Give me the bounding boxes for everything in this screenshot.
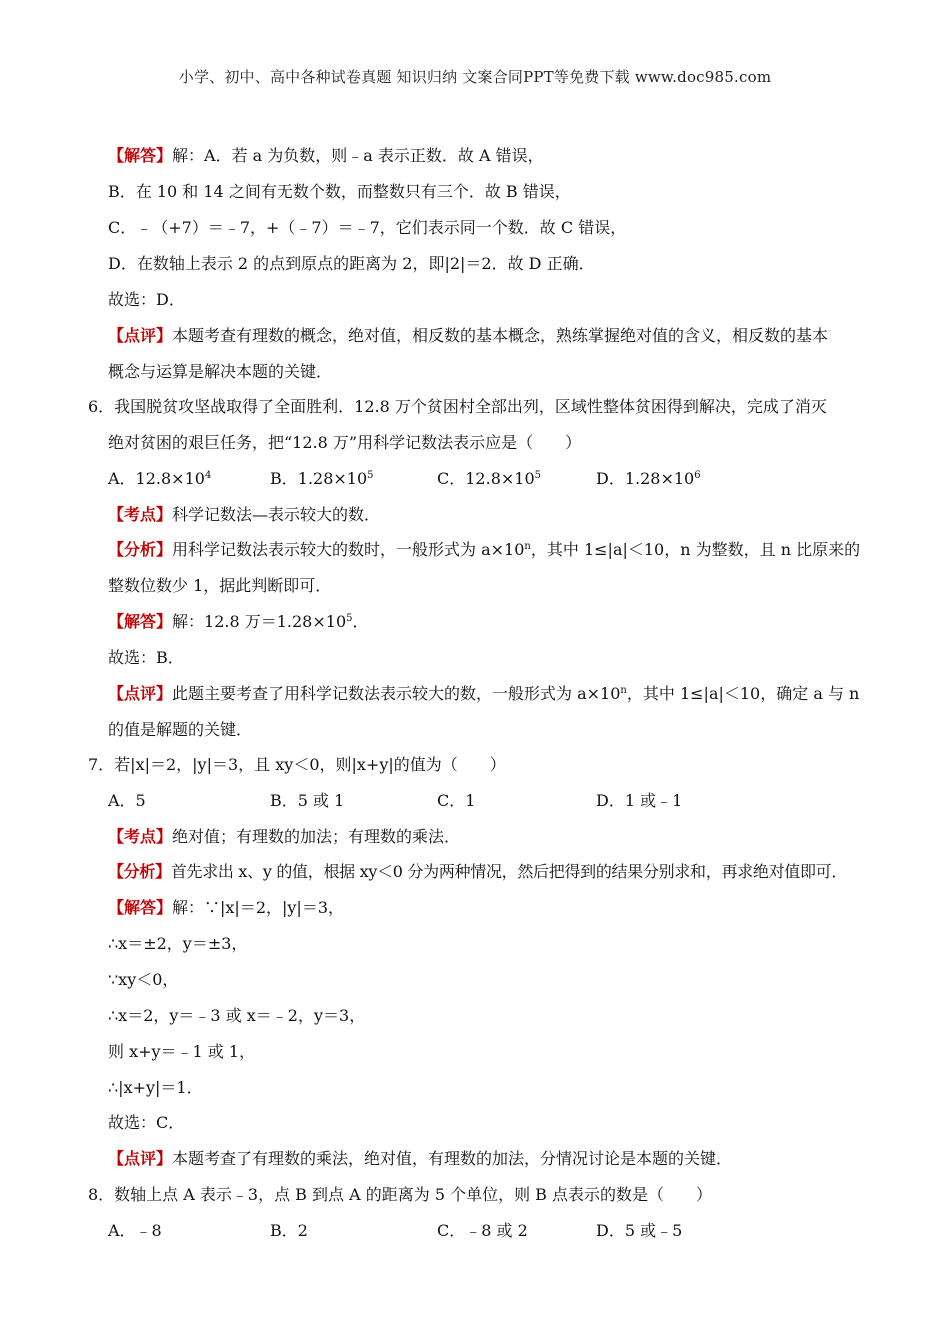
review-tag: 【点评】: [108, 1149, 173, 1168]
q8-option-c: C．﹣8 或 2: [437, 1221, 528, 1240]
q6-analysis: 【分析】用科学记数法表示较大的数时，一般形式为 $a\times 10^n$，其中 1≤|a|＜10，n 为整数，且 n 比原来的: [108, 540, 861, 559]
q6-option-c: C．$12.8\times 10^5$: [437, 469, 542, 488]
q7-choice: 故选：C．: [108, 1113, 185, 1132]
q7-review: 【点评】本题考查了有理数的乘法，绝对值，有理数的加法，分情况讨论是本题的关键．: [108, 1149, 733, 1168]
q7-options: [108, 789, 870, 813]
q7-answer-step-2: ∴x＝±2，y＝±3，: [108, 934, 248, 953]
q6-review-cont: 的值是解题的关键．: [108, 720, 253, 739]
q6-option-d: D．$1.28\times 10^6$: [596, 469, 701, 488]
answer-tag: 【解答】: [108, 898, 173, 917]
q5-answer-d: D．在数轴上表示 2 的点到原点的距离为 2，即|2|＝2．故 D 正确．: [108, 254, 595, 273]
q7-answer-step-5: 则 x+y＝﹣1 或 1，: [108, 1042, 256, 1061]
review-tag: 【点评】: [108, 326, 173, 345]
q7-answer-step-6: ∴|x+y|＝1．: [108, 1078, 203, 1097]
q7-analysis: 【分析】首先求出 x、y 的值，根据 xy＜0 分为两种情况，然后把得到的结果分别求和，再求绝对值即可．: [108, 862, 848, 881]
point-tag: 【考点】: [108, 505, 173, 524]
q8-option-a: A．﹣8: [108, 1221, 162, 1240]
q8-options: [108, 1219, 870, 1243]
q6-answer: 【解答】解：12.8 万$=1.28\times 10^5$．: [108, 612, 369, 631]
q7-answer-step-3: ∵xy＜0，: [108, 970, 179, 989]
q6-review: 【点评】此题主要考查了用科学记数法表示较大的数，一般形式为 $a\times 10^n$，其中 1≤|a|＜10，确定 a 与 n: [108, 684, 860, 703]
q5-review: 【点评】本题考查有理数的概念，绝对值，相反数的基本概念，熟练掌握绝对值的含义，相反数的基本: [108, 326, 829, 345]
answer-tag: 【解答】: [108, 612, 173, 631]
q5-answer-c: C．﹣（+7）＝﹣7，+（﹣7）＝﹣7，它们表示同一个数．故 C 错误，: [108, 218, 627, 237]
q6-option-b: B．$1.28\times 10^5$: [270, 469, 374, 488]
answer-tag: 【解答】: [108, 146, 173, 165]
review-tag: 【点评】: [108, 684, 173, 703]
q7-answer: 【解答】解：∵|x|＝2，|y|＝3，: [108, 898, 345, 917]
point-tag: 【考点】: [108, 827, 173, 846]
q7-option-a: A．5: [108, 791, 146, 810]
q7-option-d: D．1 或﹣1: [596, 791, 683, 810]
q5-choice: 故选：D．: [108, 290, 185, 309]
q5-review-cont: 概念与运算是解决本题的关键．: [108, 362, 333, 381]
q6-point: 【考点】科学记数法—表示较大的数．: [108, 505, 381, 524]
q6-stem: 6．我国脱贫攻坚战取得了全面胜利．12.8 万个贫困村全部出列，区域性整体贫困得到解决，完成了消灭: [88, 397, 827, 416]
q6-option-a: A．$12.8\times 10^4$: [108, 469, 212, 488]
q6-analysis-cont: 整数位数少 1，据此判断即可．: [108, 576, 332, 595]
analysis-tag: 【分析】: [108, 540, 173, 559]
page-header: 小学、初中、高中各种试卷真题 知识归纳 文案合同PPT等免费下载 www.doc985.com: [178, 68, 772, 86]
q6-choice: 故选：B．: [108, 648, 184, 667]
q7-stem: 7．若|x|＝2，|y|＝3，且 xy＜0，则|x+y|的值为（ ）: [88, 755, 506, 774]
q8-stem: 8．数轴上点 A 表示﹣3，点 B 到点 A 的距离为 5 个单位，则 B 点表示的数是（ ）: [88, 1185, 713, 1204]
q5-answer-a: 【解答】解：A．若 a 为负数，则﹣a 表示正数．故 A 错误，: [108, 146, 544, 165]
q7-answer-step-4: ∴x＝2，y＝﹣3 或 x＝﹣2，y＝3，: [108, 1006, 366, 1025]
q8-option-d: D．5 或﹣5: [596, 1221, 683, 1240]
q7-point: 【考点】绝对值；有理数的加法；有理数的乘法．: [108, 827, 461, 846]
analysis-tag: 【分析】: [108, 862, 171, 881]
q7-option-b: B．5 或 1: [270, 791, 345, 810]
q8-option-b: B．2: [270, 1221, 308, 1240]
q5-answer-b: B．在 10 和 14 之间有无数个数，而整数只有三个．故 B 错误，: [108, 182, 571, 201]
q7-option-c: C．1: [437, 791, 476, 810]
q6-options: [108, 467, 870, 491]
q6-stem-cont: 绝对贫困的艰巨任务，把“12.8 万”用科学记数法表示应是（ ）: [108, 433, 582, 452]
